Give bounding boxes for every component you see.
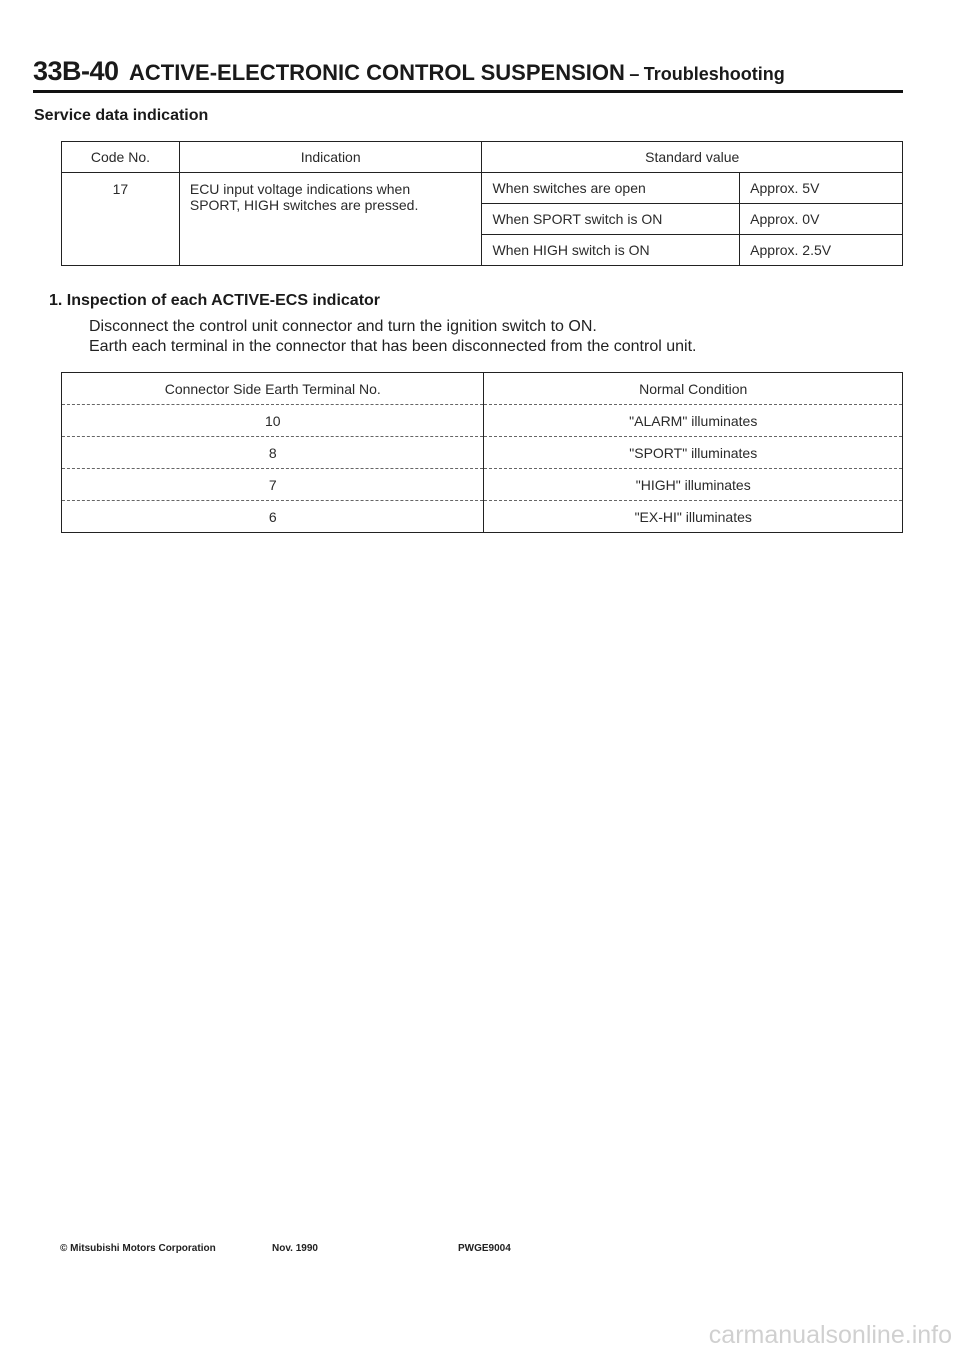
condition-cell: "SPORT" illuminates: [484, 437, 903, 469]
column-header: Indication: [179, 142, 482, 173]
footer-code: PWGE9004: [458, 1243, 511, 1254]
table-row: [62, 437, 903, 469]
column-header: Code No.: [62, 142, 180, 173]
condition-cell: "ALARM" illuminates: [484, 405, 903, 437]
header-separator: –: [629, 64, 640, 84]
table-header-row: [62, 142, 903, 173]
indication-text: SPORT, HIGH switches are pressed.: [189, 197, 419, 213]
service-data-table: [61, 141, 903, 266]
table-row: [62, 501, 903, 533]
section-subtitle: Troubleshooting: [643, 64, 785, 84]
page-number: 33B-40: [33, 56, 119, 86]
value-cell: Approx. 0V: [740, 204, 903, 235]
footer-copyright: © Mitsubishi Motors Corporation: [60, 1243, 216, 1254]
condition-cell: When HIGH switch is ON: [482, 235, 740, 266]
page-header: [33, 56, 903, 93]
column-header: Standard value: [482, 142, 903, 173]
condition-cell: "HIGH" illuminates: [484, 469, 903, 501]
instruction-text: Earth each terminal in the connector that has been disconnected from the control unit.: [89, 338, 697, 355]
indicator-table: [61, 372, 903, 533]
table-header-row: [62, 373, 903, 405]
terminal-cell: 10: [62, 405, 484, 437]
column-header: Normal Condition: [484, 373, 903, 405]
condition-cell: When SPORT switch is ON: [482, 204, 740, 235]
terminal-cell: 8: [62, 437, 484, 469]
condition-cell: "EX-HI" illuminates: [484, 501, 903, 533]
service-data-title: Service data indication: [34, 107, 209, 124]
terminal-cell: 7: [62, 469, 484, 501]
value-cell: Approx. 2.5V: [740, 235, 903, 266]
terminal-cell: 6: [62, 501, 484, 533]
indication-text: ECU input voltage indications when: [189, 181, 411, 197]
column-header: Connector Side Earth Terminal No.: [62, 373, 484, 405]
table-row: [62, 173, 903, 204]
inspection-heading: 1. Inspection of each ACTIVE-ECS indicator: [49, 292, 381, 309]
code-number: 17: [62, 173, 180, 266]
condition-cell: When switches are open: [482, 173, 740, 204]
watermark: carmanualsonline.info: [708, 1321, 952, 1349]
indication-cell: [179, 173, 482, 266]
footer-date: Nov. 1990: [272, 1243, 318, 1254]
value-cell: Approx. 5V: [740, 173, 903, 204]
instruction-text: Disconnect the control unit connector and turn the ignition switch to ON.: [89, 318, 597, 335]
table-row: [62, 469, 903, 501]
section-title: ACTIVE-ELECTRONIC CONTROL SUSPENSION: [129, 60, 625, 85]
table-row: [62, 405, 903, 437]
